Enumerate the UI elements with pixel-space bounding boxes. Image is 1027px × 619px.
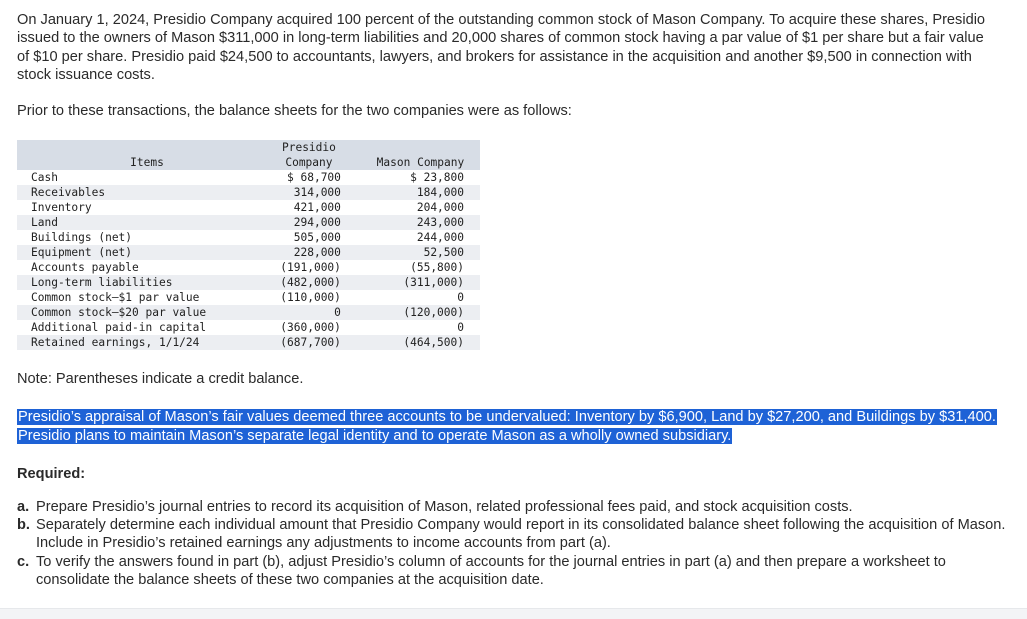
page-bottom-bar <box>0 608 1027 619</box>
highlighted-paragraph[interactable] <box>17 408 1017 445</box>
presidio-value: (191,000) <box>257 260 361 275</box>
mason-value: (311,000) <box>361 275 480 290</box>
table-row <box>17 290 480 305</box>
row-label: Buildings (net) <box>17 230 257 245</box>
balance-sheet-table <box>17 140 480 350</box>
problem-content <box>17 11 1017 590</box>
mason-value: 204,000 <box>361 200 480 215</box>
header-presidio-line2: Company <box>285 156 333 170</box>
required-heading: Required: <box>17 466 86 483</box>
requirement-marker: b. <box>17 517 30 534</box>
presidio-value: (482,000) <box>257 275 361 290</box>
mason-value: (55,800) <box>361 260 480 275</box>
requirement-marker: a. <box>17 498 30 515</box>
requirement-text: To verify the answers found in part (b), adjust Presidio’s column of accounts for the journal entries in part (a) and then prepare a worksheet to consolidate the balance sheets of these two companies at the acquisition date. <box>36 553 946 589</box>
table-row <box>17 260 480 275</box>
presidio-value: 314,000 <box>257 185 361 200</box>
table-body <box>17 170 480 350</box>
header-mason: Mason Company <box>361 140 480 170</box>
table-row <box>17 275 480 290</box>
mason-value: 0 <box>361 290 480 305</box>
requirements-list <box>17 498 1017 590</box>
requirement-text: Separately determine each individual amount that Presidio Company would report in its consolidated balance sheet following the acquisition of Mason. Include in Presidio’s retained earnings any adjustments to income accounts from part (a). <box>36 517 1006 552</box>
presidio-value: (110,000) <box>257 290 361 305</box>
header-items: Items <box>17 140 257 170</box>
presidio-value: 421,000 <box>257 200 361 215</box>
table-row <box>17 335 480 350</box>
mason-value: $ 23,800 <box>361 170 480 185</box>
row-label: Long-term liabilities <box>17 275 257 290</box>
row-label: Receivables <box>17 185 257 200</box>
table-row <box>17 305 480 320</box>
requirement-text: Prepare Presidio’s journal entries to record its acquisition of Mason, related professional fees paid, and stock acquisition costs. <box>36 498 853 515</box>
requirement-item <box>17 498 1017 516</box>
presidio-value: (687,700) <box>257 335 361 350</box>
table-row <box>17 320 480 335</box>
mason-value: 243,000 <box>361 215 480 230</box>
balance-sheet-table-wrap <box>17 140 480 350</box>
presidio-value: 294,000 <box>257 215 361 230</box>
row-label: Additional paid-in capital <box>17 320 257 335</box>
requirement-marker: c. <box>17 553 30 570</box>
row-label: Equipment (net) <box>17 245 257 260</box>
table-row <box>17 200 480 215</box>
presidio-value: 228,000 <box>257 245 361 260</box>
presidio-value: 0 <box>257 305 361 320</box>
selected-text[interactable]: Presidio’s appraisal of Mason’s fair values deemed three accounts to be undervalued: Inventory by $6,900, Land by $27,200, and Buildings by $31,400. Presidio plans to maintain Mason’s separate legal identity and to operate Mason as a wholly owned subsidiary. <box>18 409 996 444</box>
table-row <box>17 215 480 230</box>
header-presidio <box>257 140 361 170</box>
table-header-row <box>17 140 480 170</box>
row-label: Land <box>17 215 257 230</box>
presidio-value: (360,000) <box>257 320 361 335</box>
mason-value: 52,500 <box>361 245 480 260</box>
row-label: Inventory <box>17 200 257 215</box>
table-row <box>17 170 480 185</box>
presidio-value: 505,000 <box>257 230 361 245</box>
note-text: Note: Parentheses indicate a credit balance. <box>17 371 304 388</box>
row-label: Common stock—$20 par value <box>17 305 257 320</box>
table-row <box>17 185 480 200</box>
table-row <box>17 230 480 245</box>
header-presidio-line1: Presidio <box>281 141 336 155</box>
mason-value: (120,000) <box>361 305 480 320</box>
mason-value: (464,500) <box>361 335 480 350</box>
mason-value: 0 <box>361 320 480 335</box>
mason-value: 244,000 <box>361 230 480 245</box>
requirement-item <box>17 516 1017 553</box>
row-label: Cash <box>17 170 257 185</box>
row-label: Retained earnings, 1/1/24 <box>17 335 257 350</box>
prior-paragraph: Prior to these transactions, the balance sheets for the two companies were as follows: <box>17 102 572 119</box>
presidio-value: $ 68,700 <box>257 170 361 185</box>
requirement-item <box>17 553 1017 590</box>
row-label: Common stock—$1 par value <box>17 290 257 305</box>
row-label: Accounts payable <box>17 260 257 275</box>
table-row <box>17 245 480 260</box>
intro-paragraph: On January 1, 2024, Presidio Company acquired 100 percent of the outstanding common stock of Mason Company. To acquire these shares, Presidio issued to the owners of Mason $311,000 in long-term liabilities and 20,000 shares of common stock having a par value of $1 per share but a fair value of $10 per share. Presidio paid $24,500 to accountants, lawyers, and brokers for assistance in the acquisition and another $9,500 in connection with stock issuance costs. <box>17 12 986 84</box>
mason-value: 184,000 <box>361 185 480 200</box>
